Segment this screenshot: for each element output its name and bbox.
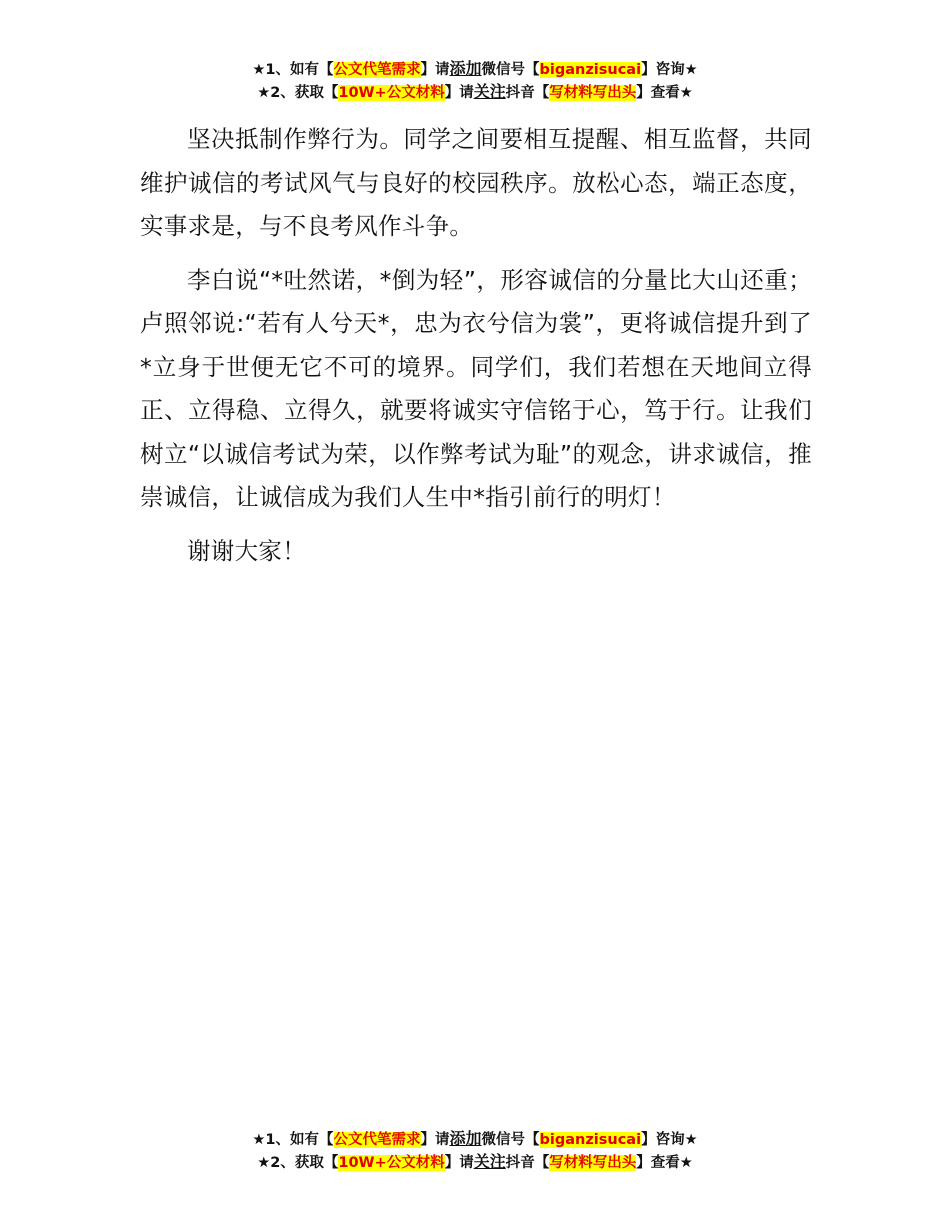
banner-line-1 <box>0 1128 950 1151</box>
banner-highlight: biganzisucai <box>539 62 642 78</box>
banner-line-2 <box>0 1151 950 1174</box>
banner-text: 微信号【 <box>481 62 540 78</box>
banner-text: 】查看★ <box>636 85 693 101</box>
banner-text: 抖音【 <box>505 1155 550 1171</box>
banner-line-2 <box>0 81 950 104</box>
banner-text: 微信号【 <box>481 1132 540 1148</box>
banner-emphasis: 关注 <box>473 82 506 101</box>
banner-highlight: 写材料写出头 <box>549 1155 637 1171</box>
banner-text: ★1、如有【 <box>252 1132 334 1148</box>
banner-highlight: 10W+公文材料 <box>338 85 445 101</box>
banner-text: 】请 <box>444 1155 474 1171</box>
banner-emphasis: 添加 <box>449 1129 482 1148</box>
banner-text: 】请 <box>444 85 474 101</box>
banner-text: 】查看★ <box>636 1155 693 1171</box>
paragraph: 李白说“*吐然诺，*倒为轻”，形容诚信的分量比大山还重；卢照邻说:“若有人兮天*，忠为衣兮信为裳”，更将诚信提升到了*立身于世便无它不可的境界。同学们，我们若想在天地间立得正、立得稳、立得久，就要将诚实守信铭于心，笃于行。让我们树立“以诚信考试为荣，以作弊考试为耻”的观念，讲求诚信，推崇诚信，让诚信成为我们人生中*指引前行的明灯！ <box>140 265 812 511</box>
banner-highlight: biganzisucai <box>539 1132 642 1148</box>
banner-highlight: 公文代笔需求 <box>333 1132 421 1148</box>
banner-text: 抖音【 <box>505 85 550 101</box>
banner-text: 】请 <box>420 62 450 78</box>
banner-text: 】咨询★ <box>641 1132 698 1148</box>
banner-text: 】咨询★ <box>641 62 698 78</box>
banner-text: ★2、获取【 <box>257 85 339 101</box>
banner-highlight: 10W+公文材料 <box>338 1155 445 1171</box>
paragraph: 坚决抵制作弊行为。同学之间要相互提醒、相互监督，共同维护诚信的考试风气与良好的校园秩序。放松心态，端正态度，实事求是，与不良考风作斗争。 <box>140 125 812 240</box>
header-banner <box>0 58 950 104</box>
banner-highlight: 公文代笔需求 <box>333 62 421 78</box>
closing-paragraph: 谢谢大家！ <box>187 536 306 565</box>
banner-highlight: 写材料写出头 <box>549 85 637 101</box>
document-body <box>140 118 812 583</box>
banner-text: 】请 <box>420 1132 450 1148</box>
banner-text: ★1、如有【 <box>252 62 334 78</box>
banner-emphasis: 添加 <box>449 59 482 78</box>
banner-text: ★2、获取【 <box>257 1155 339 1171</box>
banner-emphasis: 关注 <box>473 1152 506 1171</box>
banner-line-1 <box>0 58 950 81</box>
footer-banner <box>0 1128 950 1174</box>
